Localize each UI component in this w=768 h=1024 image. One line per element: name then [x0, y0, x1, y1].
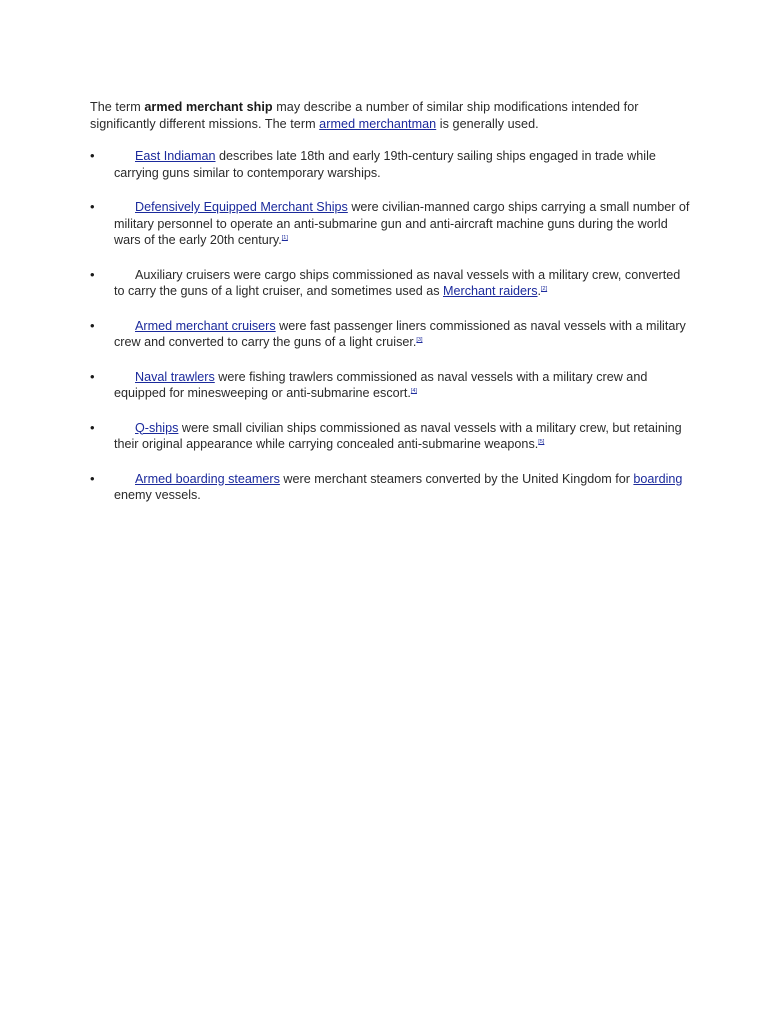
intro-text: is generally used. — [436, 116, 539, 131]
list-item-armed-merchant-cruisers — [90, 318, 690, 351]
list-item-text: were civilian-manned cargo ships carrying a small number of military personnel to operate an anti-submarine gun and anti-aircraft machine guns during the world wars of the early 20th century. — [114, 200, 690, 247]
q-ships-link[interactable]: Q-ships — [135, 420, 179, 435]
document-page — [90, 99, 690, 522]
merchant-raiders-link[interactable]: Merchant raiders — [443, 284, 538, 298]
armed-merchantman-link[interactable]: armed merchantman — [319, 116, 437, 131]
list-item-text: . — [537, 284, 541, 298]
list-item-auxiliary-cruisers — [90, 267, 690, 300]
list-item-east-indiaman — [90, 148, 690, 181]
list-item-text: were fast passenger liners commissioned as naval vessels with a military crew and converted to carry the guns of a light cruiser. — [114, 318, 686, 349]
citation-link-5[interactable]: [5] — [538, 439, 545, 445]
armed-merchant-cruisers-link[interactable]: Armed merchant cruisers — [135, 318, 276, 333]
bullet-icon: • — [90, 199, 95, 214]
naval-trawlers-link[interactable]: Naval trawlers — [135, 369, 215, 384]
bullet-icon: • — [90, 470, 95, 486]
intro-paragraph — [90, 99, 690, 132]
list-item-armed-boarding-steamers — [90, 471, 690, 504]
ship-types-list — [90, 148, 690, 504]
intro-text: may describe a number of similar ship modifications intended for significantly different missions. The term — [90, 100, 639, 131]
bullet-icon: • — [90, 317, 95, 333]
list-item-text: were merchant steamers converted by the United Kingdom for — [279, 471, 634, 486]
intro-text: The term — [90, 100, 145, 114]
list-item-text: were small civilian ships commissioned as naval vessels with a military crew, but retaining their original appearance while carrying concealed anti-submarine weapons. — [114, 420, 682, 451]
list-item-dems — [90, 199, 690, 249]
citation-link-1[interactable]: [1] — [281, 235, 288, 241]
list-item-naval-trawlers — [90, 369, 690, 402]
list-item-q-ships — [90, 420, 690, 453]
citation-link-3[interactable]: [3] — [416, 337, 423, 343]
citation-link-2[interactable]: [2] — [541, 286, 548, 292]
armed-boarding-steamers-link[interactable]: Armed boarding steamers — [135, 471, 280, 486]
bullet-icon: • — [90, 368, 95, 384]
intro-bold-term: armed merchant ship — [144, 100, 273, 114]
list-item-text: enemy vessels. — [114, 488, 201, 502]
boarding-link[interactable]: boarding — [633, 471, 683, 486]
bullet-icon: • — [90, 266, 95, 282]
defensively-equipped-merchant-ships-link[interactable]: Defensively Equipped Merchant Ships — [135, 200, 348, 214]
east-indiaman-link[interactable]: East Indiaman — [135, 149, 216, 163]
list-item-text: were fishing trawlers commissioned as naval vessels with a military crew and equipped for minesweeping or anti-submarine escort. — [114, 369, 648, 400]
list-item-text: describes late 18th and early 19th-century sailing ships engaged in trade while carrying guns similar to contemporary warships. — [114, 149, 656, 180]
citation-link-4[interactable]: [4] — [410, 388, 417, 394]
bullet-icon: • — [90, 419, 95, 435]
list-item-text: Auxiliary cruisers were cargo ships commissioned as naval vessels with a military crew, converted to carry the guns of a light cruiser, and sometimes used as — [114, 267, 681, 298]
bullet-icon: • — [90, 148, 95, 163]
